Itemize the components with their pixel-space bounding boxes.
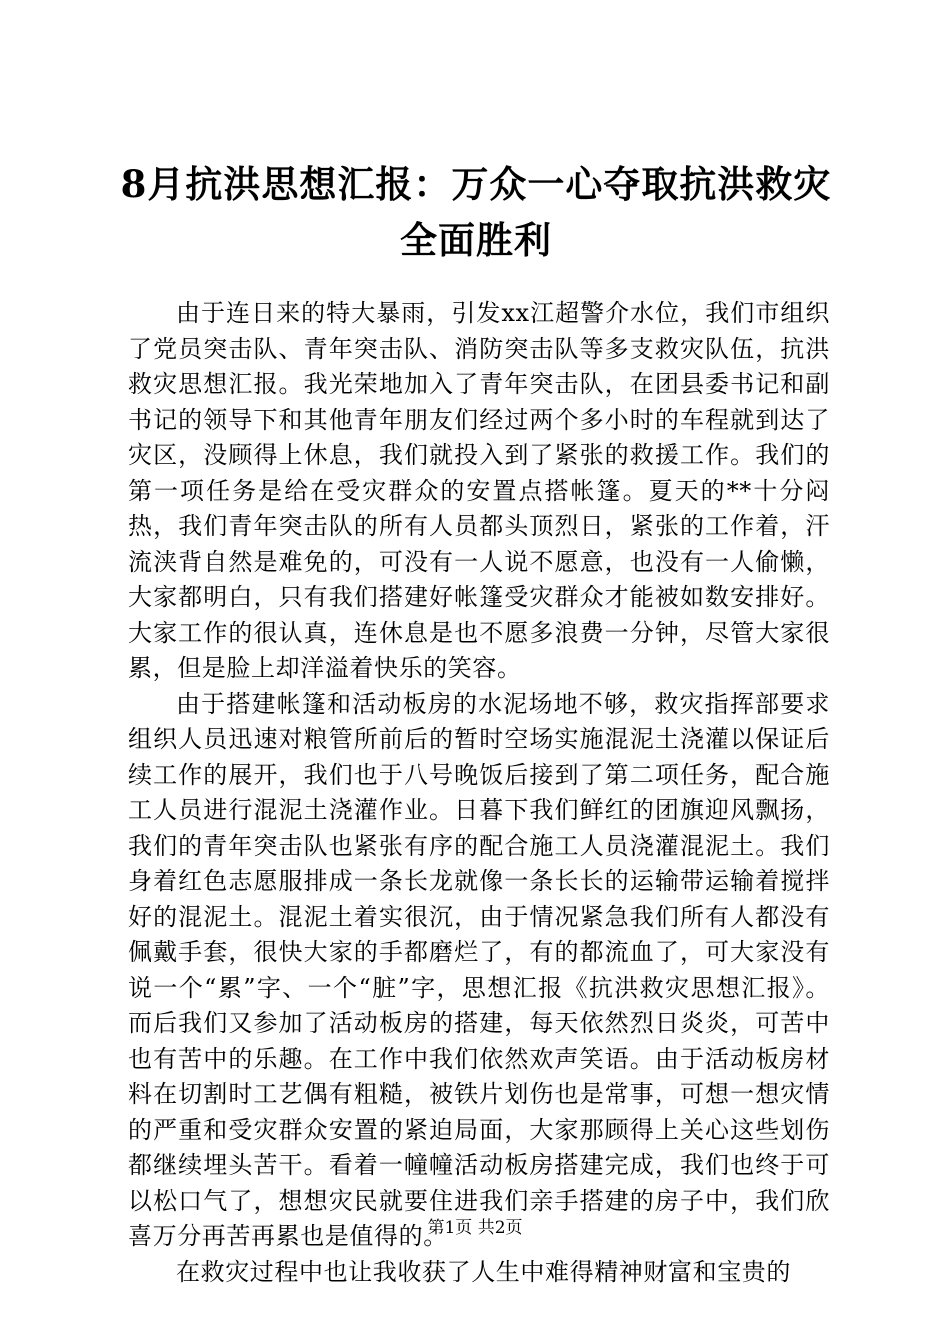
document-title: 8月抗洪思想汇报：万众一心夺取抗洪救灾全面胜利	[120, 162, 832, 262]
paragraph-3: 在救灾过程中也让我收获了人生中难得精神财富和宝贵的	[176, 1257, 791, 1286]
page-footer	[0, 1216, 950, 1240]
paragraph-2: 由于搭建帐篷和活动板房的水泥场地不够，救灾指挥部要求组织人员迅速对粮管所前后的暂时空场实施混泥土浇灌以保证后续工作的展开，我们也于八号晚饭后接到了第二项任务，配合施工人员进行混泥土浇灌作业。日暮下我们鲜红的团旗迎风飘扬，我们的青年突击队也紧张有序的配合施工人员浇灌混泥土。我们身着红色志愿服排成一条长龙就像一条长长的运输带运输着搅拌好的混泥土。混泥土着实很沉，由于情况紧急我们所有人都没有佩戴手套，很快大家的手都磨烂了，有的都流血了，可大家没有说一个“累”字、一个“脏”字，思想汇报《抗洪救灾思想汇报》。而后我们又参加了活动板房的搭建，每天依然烈日炎炎，可苦中也有苦中的乐趣。在工作中我们依然欢声笑语。由于活动板房材料在切割时工艺偶有粗糙，被铁片划伤也是常事，可想一想灾情的严重和受灾群众安置的紧迫局面，大家那顾得上关心这些划伤都继续埋头苦干。看着一幢幢活动板房搭建完成，我们也终于可以松口气了，想想灾民就要住进我们亲手搭建的房子中，我们欣喜万分再苦再累也是值得的。	[128, 689, 830, 1250]
page-number: 第1页 共2页	[427, 1218, 523, 1238]
paragraph-1: 由于连日来的特大暴雨，引发xx江超警介水位，我们市组织了党员突击队、青年突击队、消防突击队等多支救灾队伍，抗洪救灾思想汇报。我光荣地加入了青年突击队，在团县委书记和副书记的领导下和其他青年朋友们经过两个多小时的车程就到达了灾区，没顾得上休息，我们就投入到了紧张的救援工作。我们的第一项任务是给在受灾群众的安置点搭帐篷。夏天的**十分闷热，我们青年突击队的所有人员都头顶烈日，紧张的工作着，汗流浃背自然是难免的，可没有一人说不愿意，也没有一人偷懒，大家都明白，只有我们搭建好帐篷受灾群众才能被如数安排好。大家工作的很认真，连休息是也不愿多浪费一分钟，尽管大家很累，但是脸上却洋溢着快乐的笑容。	[128, 299, 830, 682]
document-body	[128, 296, 830, 1290]
